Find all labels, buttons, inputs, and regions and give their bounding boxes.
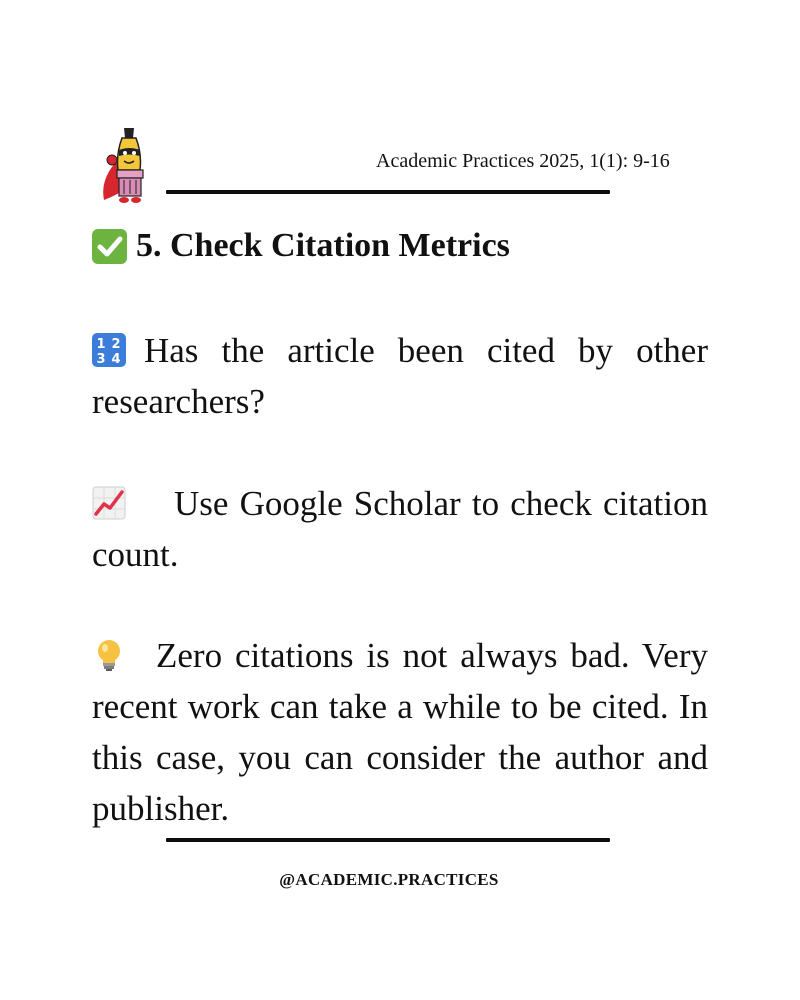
svg-text:3: 3 — [96, 352, 106, 367]
input-numbers-icon — [92, 333, 126, 367]
heading-text: 5. Check Citation Metrics — [136, 227, 510, 264]
point-citations — [92, 325, 708, 427]
footer-handle: @ACADEMIC.PRACTICES — [279, 870, 499, 889]
svg-text:2: 2 — [111, 337, 121, 352]
point-google-scholar — [92, 478, 708, 580]
top-divider — [166, 190, 610, 194]
journal-citation: Academic Practices 2025, 1(1): 9-16 — [376, 150, 670, 172]
point-zero-citations — [92, 630, 708, 834]
svg-text:4: 4 — [111, 352, 121, 367]
bottom-divider — [166, 838, 610, 842]
mascot-logo — [98, 124, 158, 208]
svg-text:1: 1 — [96, 337, 106, 352]
chart-increasing-icon — [92, 486, 126, 520]
check-mark-icon — [92, 229, 127, 264]
point-text: Zero citations is not always bad. Very recent work can take a while to be cited. In this case, you can consider the author and publisher. — [92, 636, 708, 828]
section-heading — [92, 224, 510, 268]
point-text: Use Google Scholar to check citation count. — [92, 484, 708, 574]
point-text: Has the article been cited by other researchers? — [92, 331, 708, 421]
light-bulb-icon — [92, 638, 126, 672]
